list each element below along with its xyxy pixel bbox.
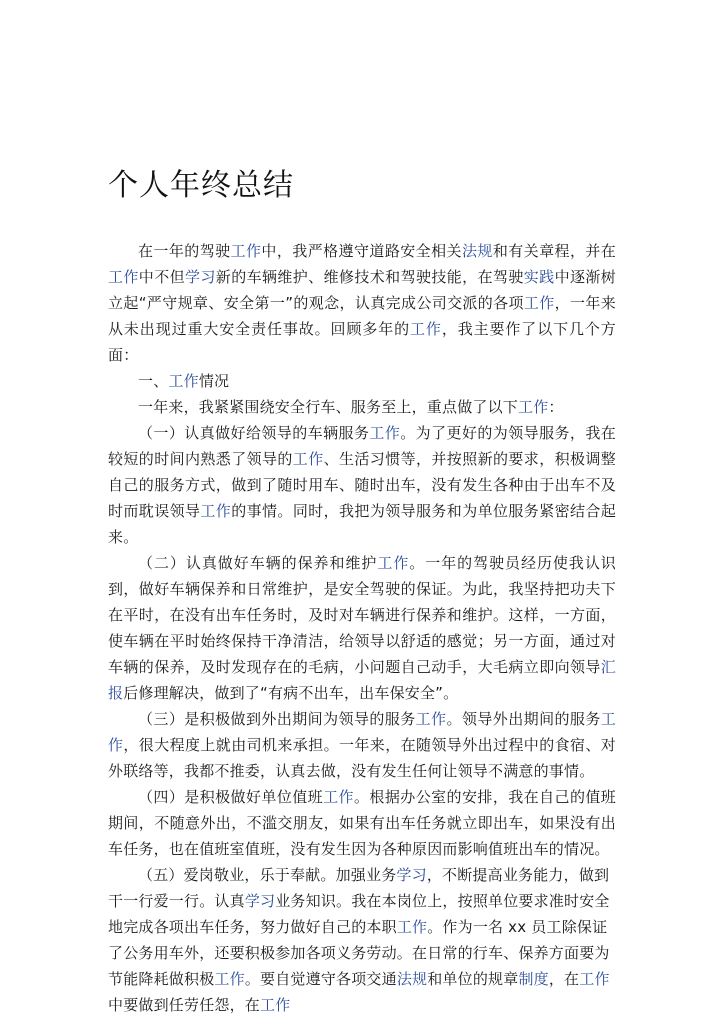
paragraph-text: （一）认真做好给领导的车辆服务: [138, 424, 370, 442]
keyword-link[interactable]: 工作: [214, 970, 245, 988]
paragraph-text: 中不但: [138, 268, 185, 286]
keyword-link[interactable]: 工作: [369, 424, 401, 442]
paragraph-text: 。为了更好的为领导服务，我在较短的时间内熟悉了领导的: [108, 424, 616, 468]
paragraph-text: 一年来，我紧紧围绕安全行车、服务至上，重点做了以下: [138, 398, 519, 416]
paragraph-text: （五）爱岗敬业，乐于奉献。加强业务: [138, 866, 397, 884]
keyword-link[interactable]: 工作: [200, 502, 232, 520]
keyword-link[interactable]: 学习: [185, 268, 216, 286]
keyword-link[interactable]: 制度: [518, 970, 549, 988]
paragraph: [108, 706, 616, 784]
keyword-link[interactable]: 工作: [168, 372, 199, 390]
document-title: 个人年终总结: [108, 168, 294, 203]
paragraph: [108, 238, 616, 368]
keyword-link[interactable]: 工作: [396, 918, 428, 936]
paragraph-text: 一、: [138, 372, 169, 390]
keyword-link[interactable]: 工作: [377, 554, 410, 572]
paragraph-text: 。根据办公室的安排，我在自己的值班期间，不随意外出，不滥交朋友，如果有出车任务就立即出车，如果没有出车任务，也在值班室值班，没有发生因为各种原因而影响值班出车的情况。: [108, 788, 617, 858]
paragraph-text: 。一年的驾驶员经历使我认识到，做好车辆保养和日常维护，是安全驾驶的保证。为此，我坚持把功夫下在平时，在没有出车任务时，及时对车辆进行保养和维护。这样，一方面，使车辆在平时始终保持干净清洁，给领导以舒适的感觉；另一方面，通过对车辆的保养，及时发现存在的毛病，小问题自己动手，大毛病立即向领导: [108, 554, 616, 676]
keyword-link[interactable]: 实践: [523, 268, 555, 286]
keyword-link[interactable]: 工作: [260, 996, 291, 1014]
paragraph-text: （三）是积极做到外出期间为领导的服务: [138, 710, 416, 728]
paragraph-text: 后修理解决，做到了“有病不出车，出车保安全”。: [123, 684, 459, 702]
keyword-link[interactable]: 法规: [461, 242, 493, 260]
paragraph: [108, 784, 616, 862]
document-body: [108, 238, 616, 1018]
paragraph-text: ：: [548, 398, 564, 416]
keyword-link[interactable]: 汇报: [108, 658, 616, 702]
paragraph-text: ，我主要作了以下几个方面：: [108, 320, 616, 364]
keyword-link[interactable]: 工作: [523, 294, 555, 312]
paragraph-text: 在一年的驾驶: [138, 242, 231, 260]
paragraph-text: （四）是积极做好单位值班: [138, 788, 324, 806]
paragraph-text: （二）认真做好车辆的保养和维护: [138, 554, 378, 572]
paragraph-text: 中逐渐树立起“严守规章、安全第一”的观念，认真完成公司交派的各项: [108, 268, 616, 312]
paragraph-text: 。作为一名 xx 员工除保证了公务用车外，还要积极参加各项义务劳动。在日常的行车、保养方面要为节能降耗做积极: [108, 918, 610, 988]
paragraph-text: 和单位的规章: [427, 970, 519, 988]
paragraph-text: 情况: [198, 372, 230, 390]
keyword-link[interactable]: 工作: [108, 710, 616, 754]
paragraph: [108, 394, 616, 420]
keyword-link[interactable]: 工作: [518, 398, 549, 416]
keyword-link[interactable]: 工作: [230, 242, 262, 260]
paragraph-text: 的事情。同时，我把为领导服务和为单位服务紧密结合起来。: [108, 502, 617, 546]
paragraph-text: ，不断提高业务能力，做到干一行爱一行。认真: [108, 866, 610, 910]
paragraph-text: 。要自觉遵守各项交通: [244, 970, 397, 988]
keyword-link[interactable]: 工作: [292, 450, 324, 468]
keyword-link[interactable]: 学习: [244, 892, 276, 910]
paragraph: [108, 368, 616, 394]
paragraph-text: ，很大程度上就由司机来承担。一年来，在随领导外出过程中的食宿、对外联络等，我都不推委，认真去做，没有发生任何让领导不满意的事情。: [108, 736, 617, 780]
paragraph-text: 新的车辆维护、维修技术和驾驶技能，在驾驶: [215, 268, 524, 286]
keyword-link[interactable]: 工作: [323, 788, 354, 806]
paragraph: [108, 862, 616, 1018]
keyword-link[interactable]: 学习: [396, 866, 427, 884]
keyword-link[interactable]: 法规: [396, 970, 428, 988]
paragraph-text: 业务知识。我在本岗位上，按照单位要求准时安全地完成各项出车任务，努力做好自己的本职: [108, 892, 610, 936]
paragraph-text: ，在: [548, 970, 580, 988]
paragraph-text: 中，我严格遵守道路安全相关: [261, 242, 462, 260]
keyword-link[interactable]: 工作: [415, 710, 447, 728]
paragraph-text: 中要做到任劳任怨，在: [108, 996, 261, 1014]
paragraph-text: 。领导外出期间的服务: [446, 710, 601, 728]
keyword-link[interactable]: 工作: [579, 970, 610, 988]
keyword-link[interactable]: 工作: [108, 268, 139, 286]
paragraph-text: 和有关章程，并在: [492, 242, 617, 260]
paragraph: [108, 420, 616, 550]
paragraph: [108, 550, 616, 706]
paragraph-text: 、生活习惯等，并按照新的要求，积极调整自己的服务方式，做到了随时用车、随时出车，没有发生各种由于出车不及时而耽误领导: [108, 450, 616, 520]
paragraph-text: ，一年来从未出现过重大安全责任事故。回顾多年的: [108, 294, 616, 338]
keyword-link[interactable]: 工作: [410, 320, 442, 338]
